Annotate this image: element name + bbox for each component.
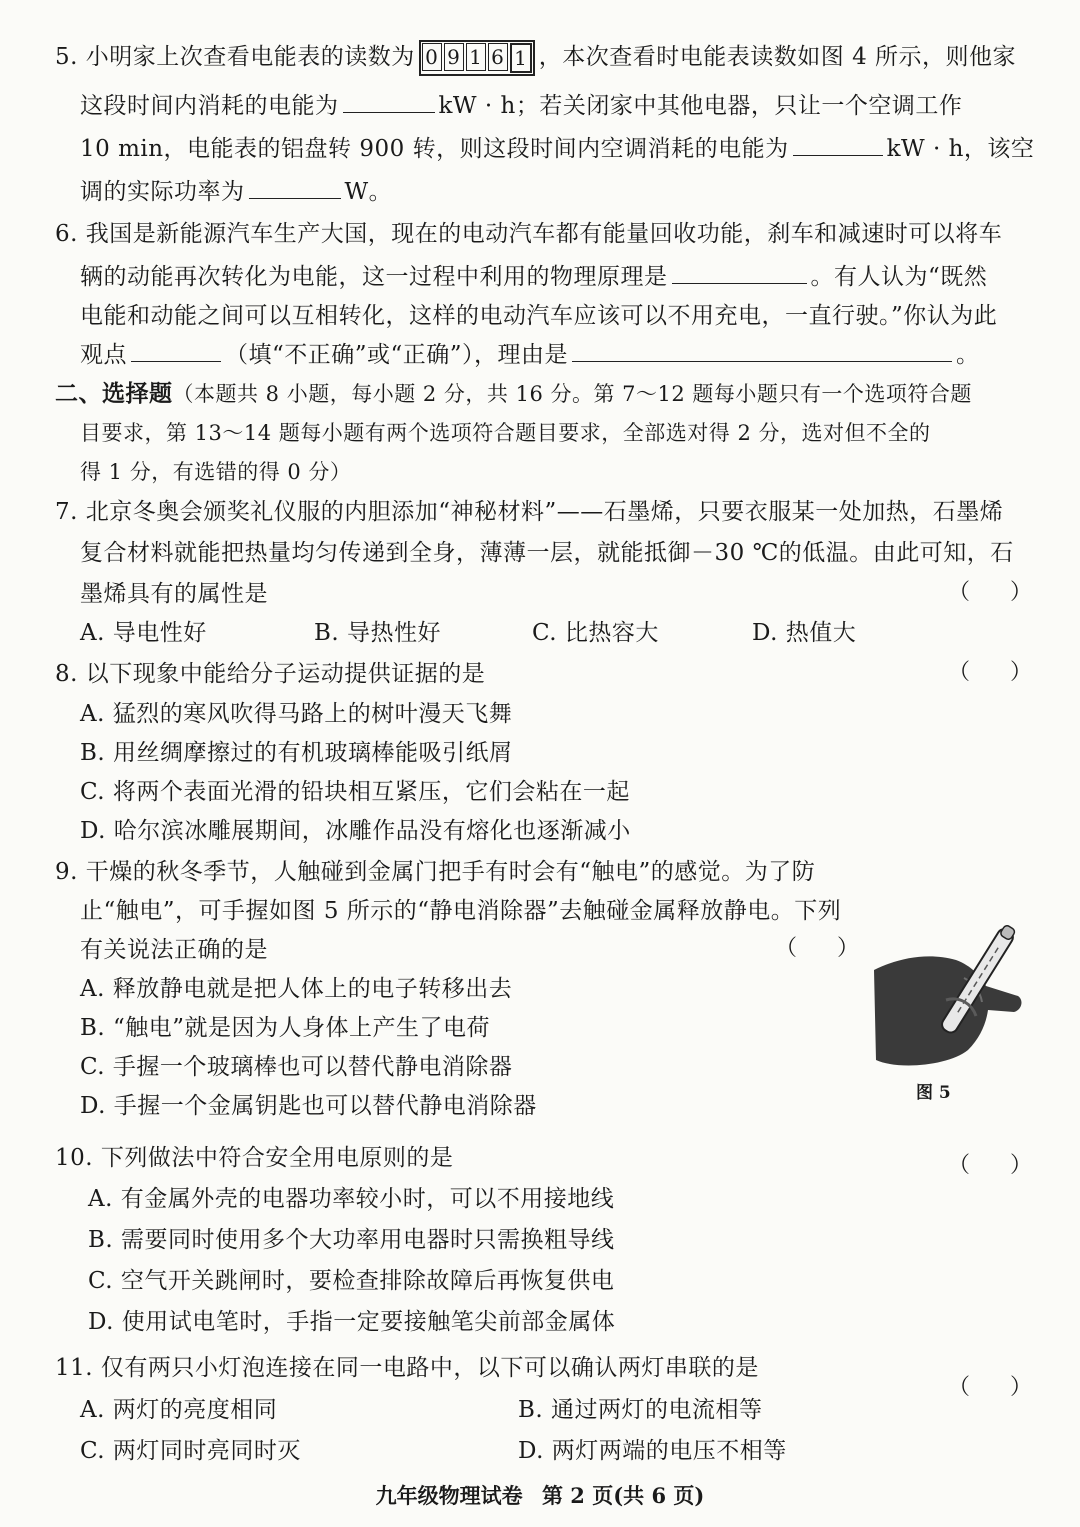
q8-option-b[interactable]: B. 用丝绸摩擦过的有机玻璃棒能吸引纸屑 <box>80 740 513 766</box>
section-two-line2: 目要求，第 13～14 题每小题有两个选项符合题目要求，全部选对得 2 分，选对但不全的 <box>80 421 931 445</box>
q9-option-d[interactable]: D. 手握一个金属钥匙也可以替代静电消除器 <box>80 1093 537 1119</box>
meter-digit: 0 <box>422 43 442 71</box>
q8-option-a[interactable]: A. 猛烈的寒风吹得马路上的树叶漫天飞舞 <box>80 701 513 727</box>
q9-line2: 止“触电”，可手握如图 5 所示的“静电消除器”去触碰金属释放静电。下列 <box>80 898 842 924</box>
q5-text: ，本次查看时电能表读数如图 4 所示，则他家 <box>538 44 1017 70</box>
q9-option-b[interactable]: B. “触电”就是因为人身体上产生了电荷 <box>80 1015 491 1041</box>
meter-reading <box>419 40 535 76</box>
q6-text: 观点 <box>80 342 127 368</box>
q7-option-d[interactable]: D. 热值大 <box>752 620 857 646</box>
q7-line1: 7. 北京冬奥会颁奖礼仪服的内胆添加“神秘材料”——石墨烯，只要衣服某一处加热，石墨烯 <box>55 499 1004 525</box>
q7-option-b[interactable]: B. 导热性好 <box>314 620 442 646</box>
q9-option-a[interactable]: A. 释放静电就是把人体上的电子转移出去 <box>80 976 513 1002</box>
meter-digit: 9 <box>444 43 464 71</box>
answer-paren[interactable]: （） <box>948 580 1073 605</box>
section-two-line3: 得 1 分，有选错的得 0 分） <box>80 460 352 484</box>
section-title: 二、选择题 <box>55 380 173 407</box>
q6-text: （填“不正确”或“正确”），理由是 <box>225 342 569 368</box>
q7-line2: 复合材料就能把热量均匀传递到全身，薄薄一层，就能抵御－30 ℃的低温。由此可知，石 <box>80 540 1014 566</box>
q8-option-d[interactable]: D. 哈尔滨冰雕展期间，冰雕作品没有熔化也逐渐减小 <box>80 818 631 844</box>
q6-text: 。有人认为“既然 <box>810 264 988 290</box>
q10-option-b[interactable]: B. 需要同时使用多个大功率用电器时只需换粗导线 <box>88 1227 615 1253</box>
q5-line3 <box>80 133 1034 165</box>
figure-caption: 图 5 <box>916 1083 951 1103</box>
q6-line2 <box>80 261 987 293</box>
answer-paren[interactable]: （） <box>948 1153 1073 1178</box>
q6-line1: 6. 我国是新能源汽车生产大国，现在的电动汽车都有能量回收功能，刹车和减速时可以将车 <box>55 221 1003 247</box>
q7-line3: 墨烯具有的属性是 <box>80 581 268 607</box>
q5-text: kW · h；若关闭家中其他电器，只让一个空调工作 <box>438 93 963 119</box>
q9-line1: 9. 干燥的秋冬季节，人触碰到金属门把手有时会有“触电”的感觉。为了防 <box>55 859 816 885</box>
q5-line4 <box>80 176 392 208</box>
q6-line4 <box>80 339 980 371</box>
q11-option-b[interactable]: B. 通过两灯的电流相等 <box>518 1397 763 1423</box>
q8-option-c[interactable]: C. 将两个表面光滑的铅块相互紧压，它们会粘在一起 <box>80 779 630 805</box>
hand-shape <box>874 956 1021 1065</box>
answer-blank[interactable] <box>343 90 435 113</box>
q5-line2 <box>80 90 962 122</box>
static-eliminator-figure <box>868 900 1026 1072</box>
footer-subject: 九年级物理试卷 <box>375 1483 523 1508</box>
q7-option-c[interactable]: C. 比热容大 <box>532 620 659 646</box>
q6-text: 。 <box>956 342 980 368</box>
answer-paren[interactable]: （） <box>948 660 1073 685</box>
meter-digit: 1 <box>510 43 532 73</box>
q7-option-a[interactable]: A. 导电性好 <box>80 620 207 646</box>
q6-text: 辆的动能再次转化为电能，这一过程中利用的物理原理是 <box>80 264 668 290</box>
q11-option-d[interactable]: D. 两灯两端的电压不相等 <box>518 1438 787 1464</box>
q9-option-c[interactable]: C. 手握一个玻璃棒也可以替代静电消除器 <box>80 1054 513 1080</box>
section-two-header <box>55 378 972 410</box>
q11-option-a[interactable]: A. 两灯的亮度相同 <box>80 1397 278 1423</box>
q6-line3: 电能和动能之间可以互相转化，这样的电动汽车应该可以不用充电，一直行驶。”你认为此 <box>80 303 998 329</box>
meter-digit: 1 <box>466 43 486 71</box>
q10-stem: 10. 下列做法中符合安全用电原则的是 <box>55 1145 454 1171</box>
q5-text: 10 min，电能表的铝盘转 900 转，则这段时间内空调消耗的电能为 <box>80 136 789 162</box>
answer-blank[interactable] <box>672 261 807 284</box>
q5-text: 这段时间内消耗的电能为 <box>80 93 339 119</box>
meter-digit: 6 <box>488 43 508 71</box>
q5-line1 <box>55 40 1016 76</box>
answer-blank[interactable] <box>793 133 883 156</box>
q5-text: 5. 小明家上次查看电能表的读数为 <box>55 44 415 70</box>
answer-blank[interactable] <box>131 339 221 362</box>
answer-paren[interactable]: （） <box>948 1375 1073 1400</box>
answer-blank[interactable] <box>249 176 341 199</box>
q11-stem: 11. 仅有两只小灯泡连接在同一电路中，以下可以确认两灯串联的是 <box>55 1355 759 1381</box>
q5-text: kW · h，该空 <box>886 136 1035 162</box>
answer-blank[interactable] <box>572 339 952 362</box>
page-footer <box>0 1480 1080 1510</box>
q10-option-c[interactable]: C. 空气开关跳闸时，要检查排除故障后再恢复供电 <box>88 1268 615 1294</box>
q9-line3: 有关说法正确的是 <box>80 937 268 963</box>
q11-option-c[interactable]: C. 两灯同时亮同时灭 <box>80 1438 301 1464</box>
q10-option-d[interactable]: D. 使用试电笔时，手指一定要接触笔尖前部金属体 <box>88 1309 616 1335</box>
footer-page-number: 第 2 页(共 6 页) <box>541 1483 705 1508</box>
q10-option-a[interactable]: A. 有金属外壳的电器功率较小时，可以不用接地线 <box>88 1186 615 1212</box>
q5-text: W。 <box>344 179 393 205</box>
q5-text: 调的实际功率为 <box>80 179 245 205</box>
q8-stem: 8. 以下现象中能给分子运动提供证据的是 <box>55 661 486 687</box>
answer-paren[interactable]: （） <box>775 936 900 961</box>
section-instructions: （本题共 8 小题，每小题 2 分，共 16 分。第 7～12 题每小题只有一个选项符合题 <box>172 382 972 406</box>
